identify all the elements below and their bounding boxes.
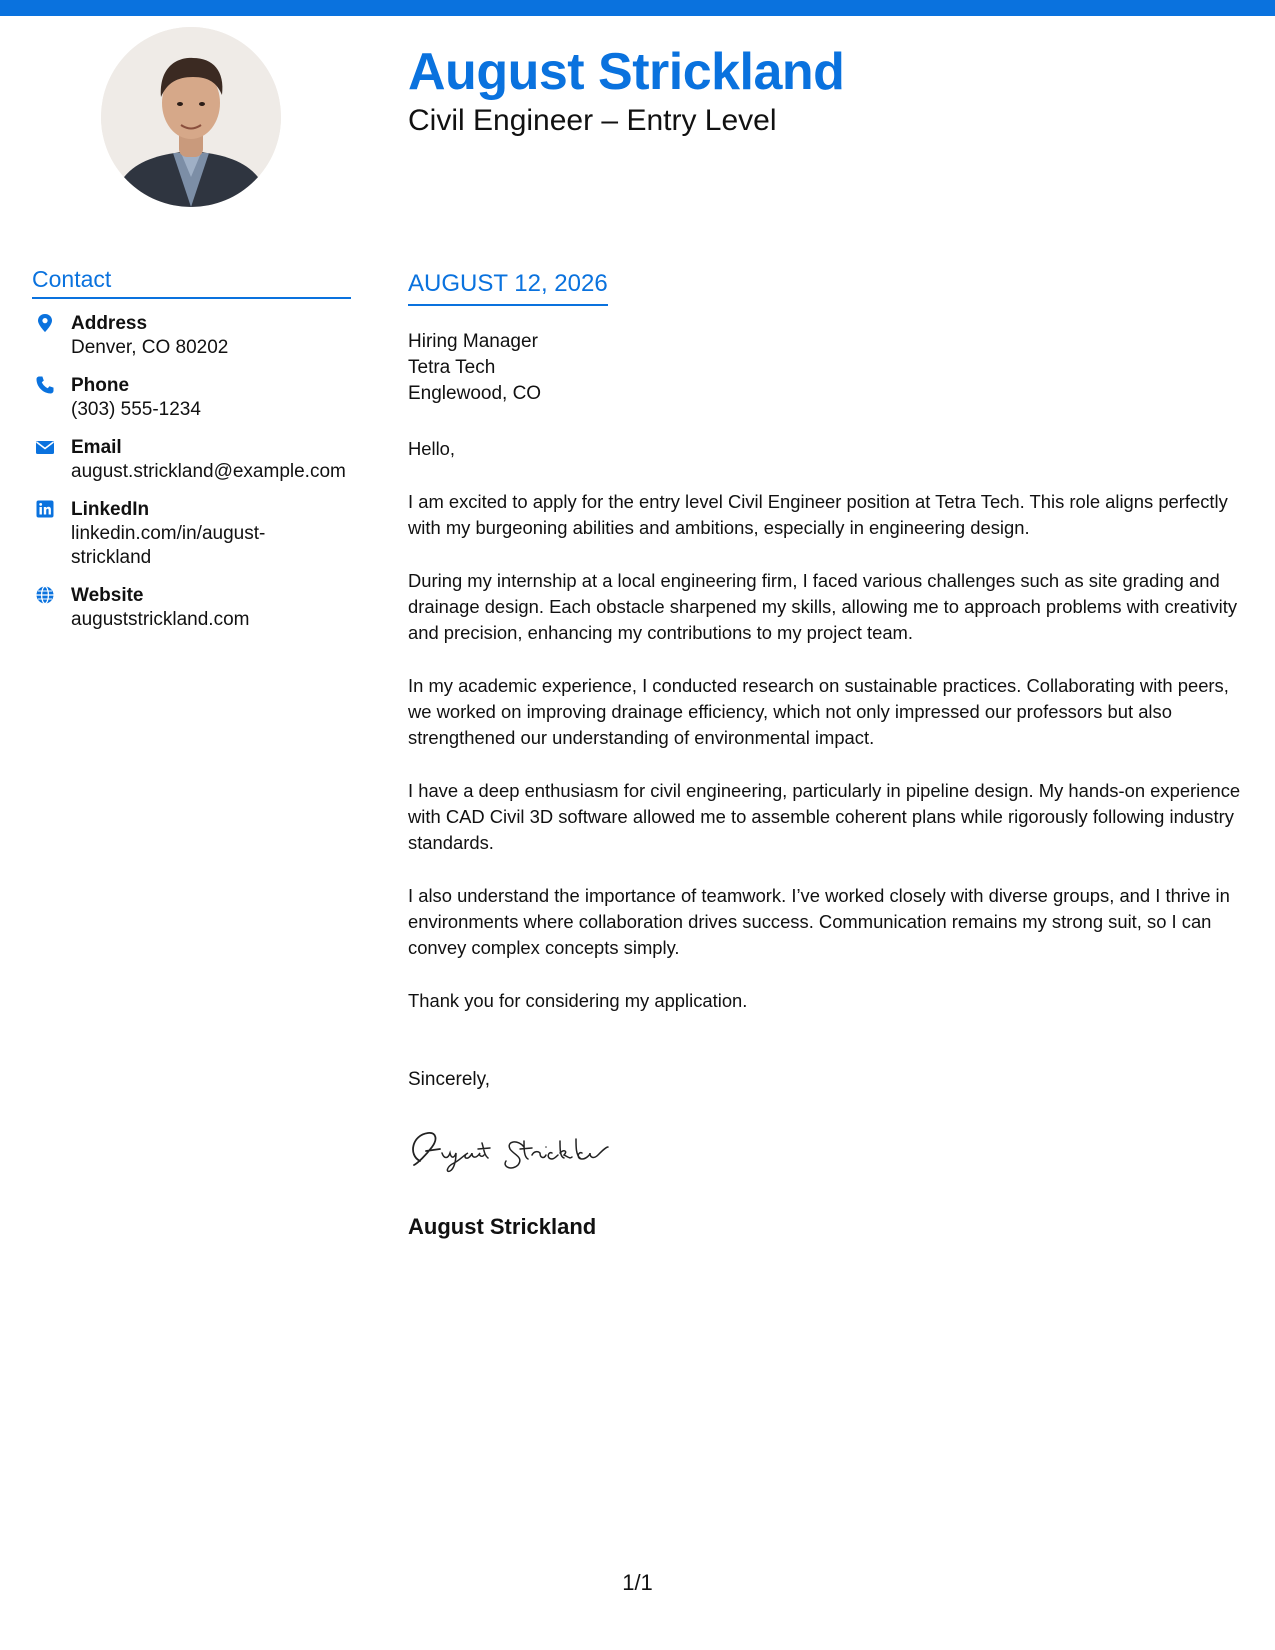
recipient-line: Tetra Tech [408, 357, 496, 378]
contact-website-label: Website [71, 585, 144, 606]
contact-email-label: Email [71, 437, 122, 458]
applicant-name: August Strickland [408, 43, 845, 101]
contact-linkedin-value-line-2: strickland [71, 547, 152, 568]
contact-website-value: auguststrickland.com [71, 609, 250, 630]
contact-phone-label: Phone [71, 375, 130, 396]
contact-linkedin [32, 498, 362, 570]
contact-heading: Contact [32, 266, 351, 299]
map-pin-icon [35, 313, 55, 333]
contact-list [32, 312, 362, 646]
globe-icon [35, 585, 55, 605]
closing: Sincerely, [408, 1069, 491, 1090]
page-number: 1/1 [622, 1570, 653, 1595]
contact-phone-value: (303) 555-1234 [71, 399, 201, 420]
body-paragraph: In my academic experience, I conducted research on sustainable practices. Collaborating with peers, we worked on improving drainage efficiency, which not only impressed our professors but also strengthened our understanding of environmental impact. [408, 675, 1229, 748]
phone-icon [35, 375, 55, 395]
contact-linkedin-value-line-1: linkedin.com/in/august- [71, 523, 266, 544]
contact-email-value: august.strickland@example.com [71, 461, 346, 482]
contact-phone [32, 374, 362, 422]
recipient-line: Hiring Manager [408, 331, 538, 352]
body-paragraph: I am excited to apply for the entry level Civil Engineer position at Tetra Tech. This role aligns perfectly with my burgeoning abilities and ambitions, especially in engineering design. [408, 491, 1228, 538]
greeting: Hello, [408, 438, 456, 459]
letter-body [408, 436, 1256, 1041]
top-accent-bar [0, 0, 1275, 16]
contact-address [32, 312, 362, 360]
linkedin-icon [35, 499, 55, 519]
body-paragraph: Thank you for considering my application. [408, 990, 748, 1011]
recipient-block [408, 329, 541, 407]
contact-website [32, 584, 362, 632]
handwritten-signature [406, 1125, 670, 1175]
body-paragraph: I have a deep enthusiasm for civil engineering, particularly in pipeline design. My hands-on experience with CAD Civil 3D software allowed me to assemble coherent plans while rigorously following industry standards. [408, 780, 1241, 853]
profile-photo [101, 27, 281, 207]
recipient-line: Englewood, CO [408, 383, 542, 404]
letter-date: AUGUST 12, 2026 [408, 270, 608, 306]
signer-name: August Strickland [408, 1214, 597, 1239]
contact-address-value: Denver, CO 80202 [71, 337, 229, 358]
envelope-icon [35, 437, 55, 457]
body-paragraph: During my internship at a local engineering firm, I faced various challenges such as site grading and drainage design. Each obstacle sharpened my skills, allowing me to approach problems with creativity and precision, enhancing my contributions to my project team. [408, 570, 1238, 643]
contact-email [32, 436, 362, 484]
body-paragraph: I also understand the importance of teamwork. I’ve worked closely with diverse groups, and I thrive in environments where collaboration drives success. Communication remains my strong suit, so I can convey complex concepts simply. [408, 885, 1230, 958]
contact-address-label: Address [71, 313, 148, 334]
job-title: Civil Engineer – Entry Level [408, 104, 777, 137]
contact-linkedin-label: LinkedIn [71, 499, 150, 520]
